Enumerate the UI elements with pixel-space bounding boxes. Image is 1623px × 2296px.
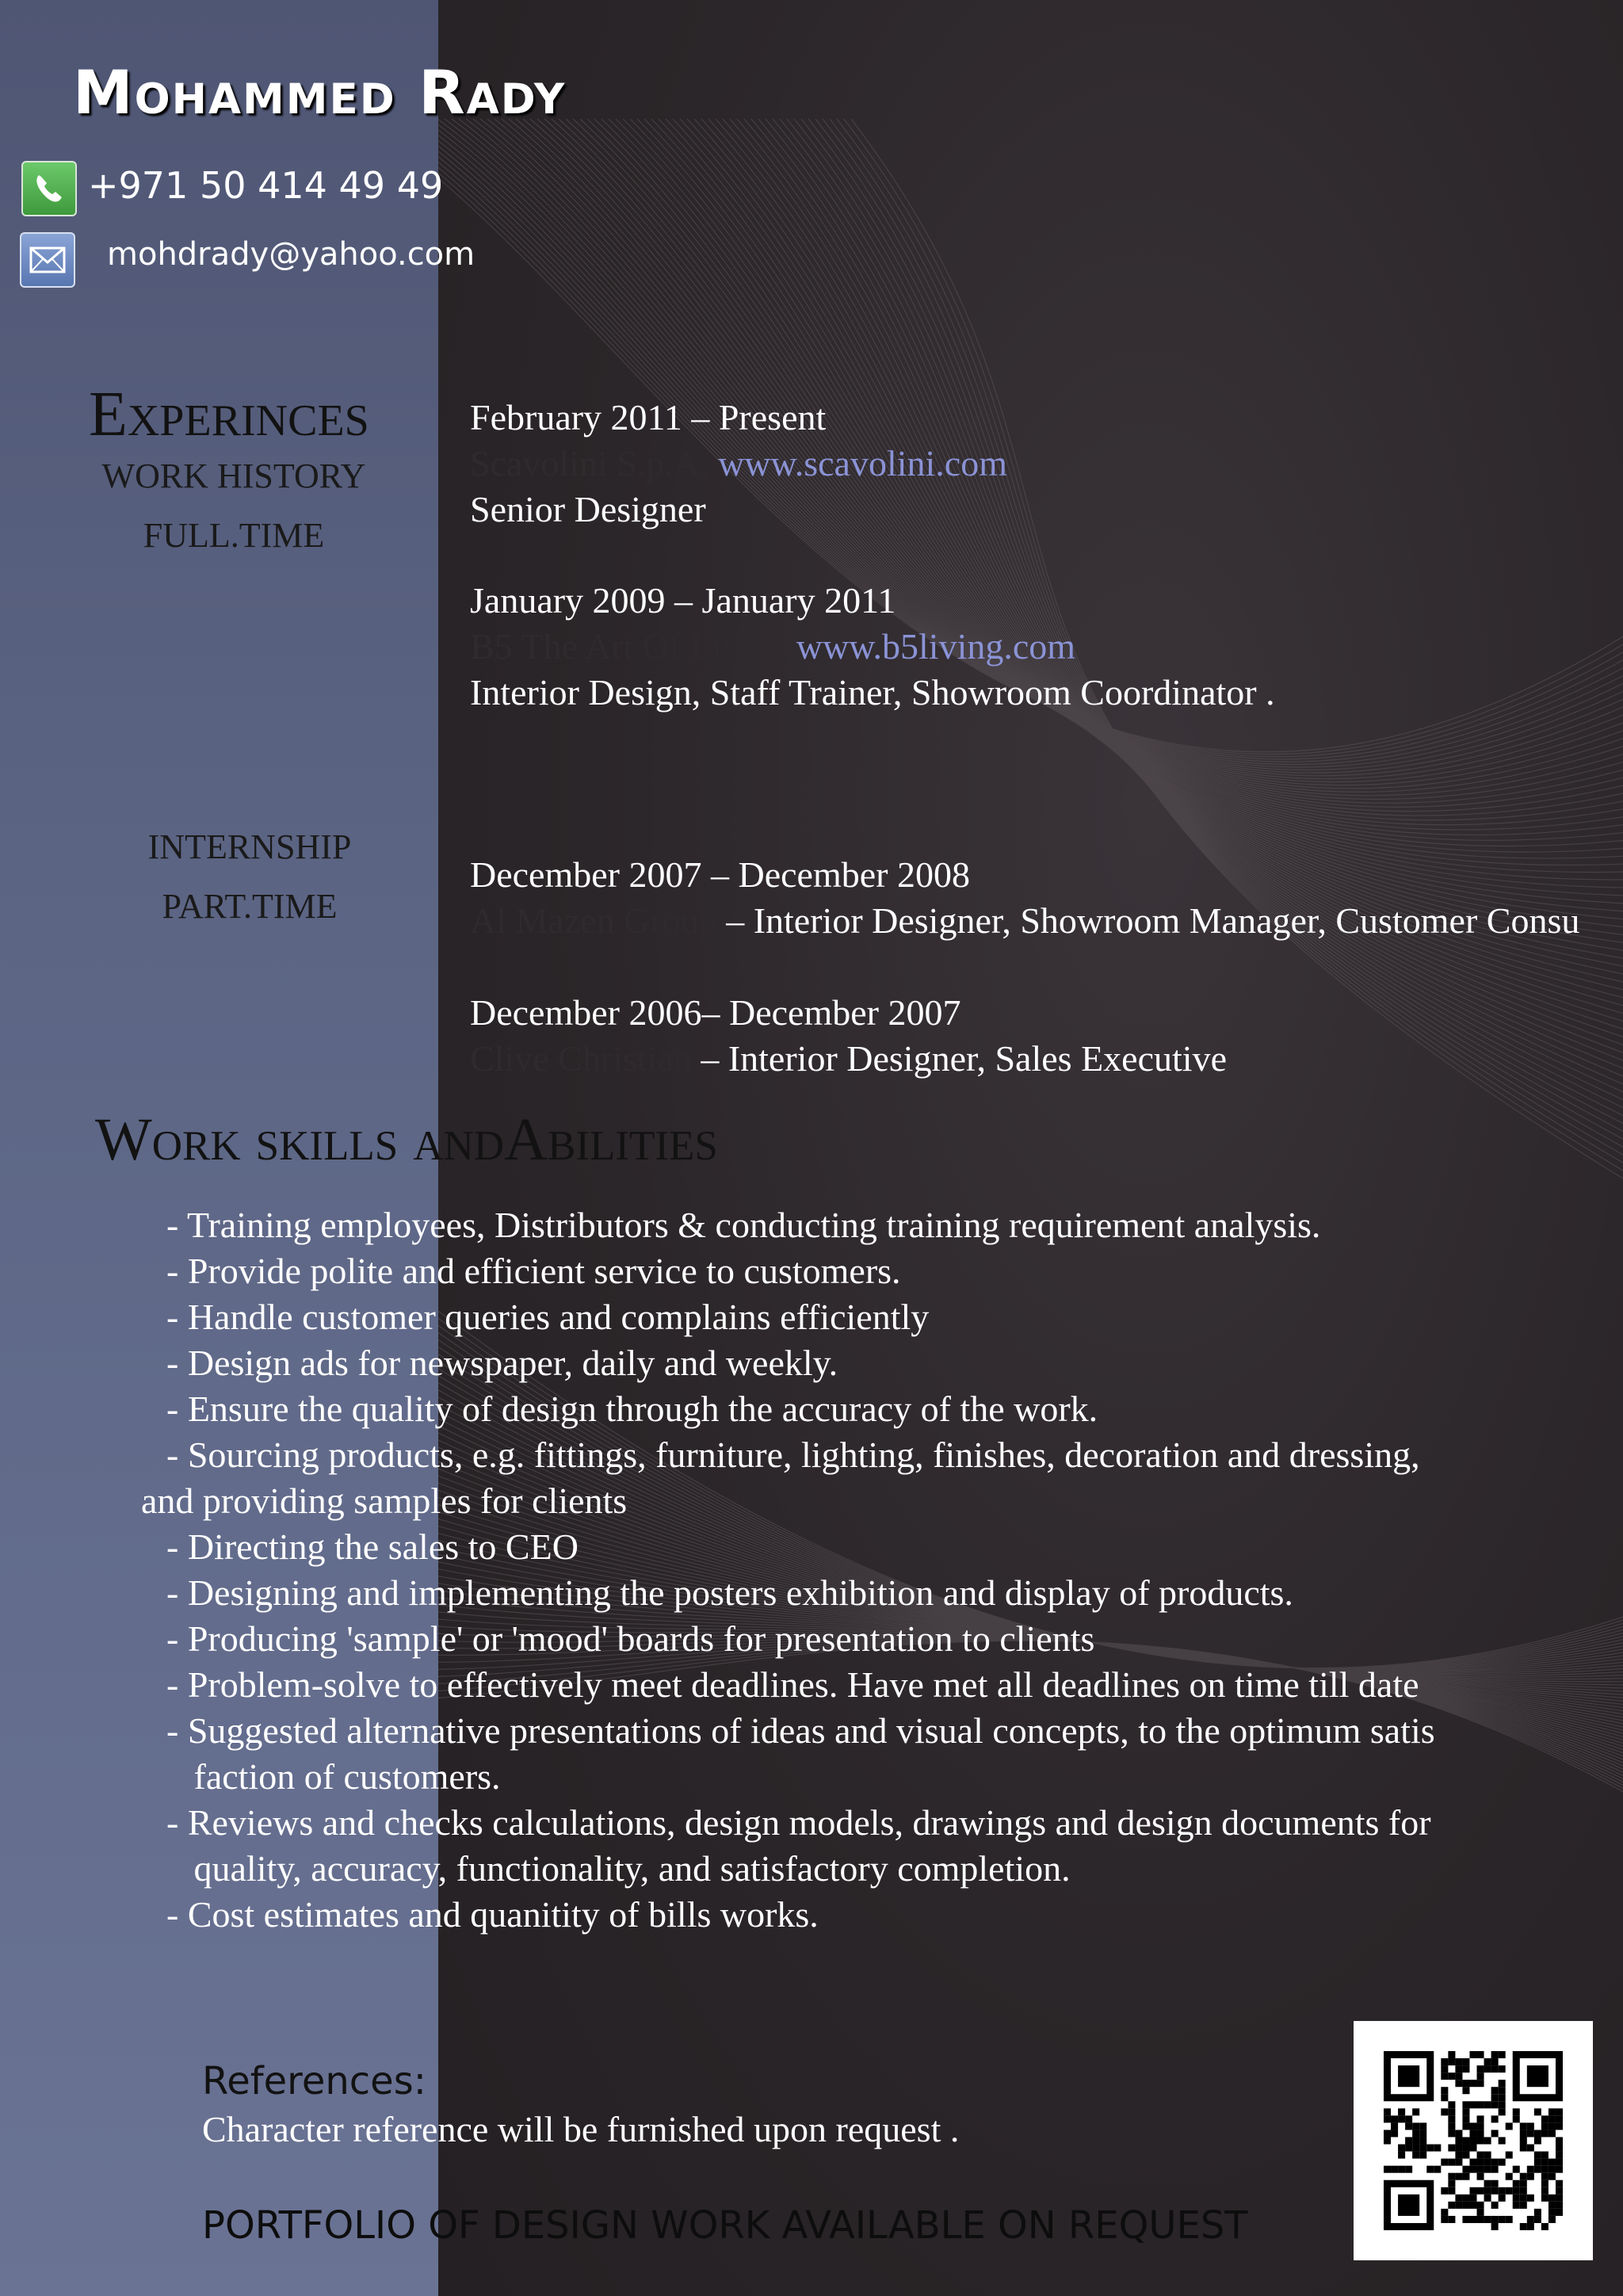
skill-item: - Sourcing products, e.g. fittings, furniture, lighting, finishes, decoration and dressing, (166, 1435, 1420, 1475)
company-link[interactable]: www.b5living.com (796, 626, 1076, 667)
skill-item: - Designing and implementing the posters exhibition and display of products. (166, 1572, 1293, 1613)
company-name: Clive Christian (470, 1038, 692, 1079)
phone-icon (21, 161, 77, 216)
references-text: Character reference will be furnished upon request . (202, 2109, 960, 2149)
entry-role: – Interior Designer, Sales Executive (691, 1038, 1227, 1079)
entry-company-line (470, 625, 1075, 667)
entry-company-line (470, 900, 1579, 942)
skill-item: - Reviews and checks calculations, design models, drawings and design documents for (166, 1802, 1431, 1843)
skill-item: - Producing 'sample' or 'mood' boards for presentation to clients (166, 1618, 1095, 1659)
work-history-label: WORK HISTORY (101, 457, 366, 495)
entry-dates: February 2011 – Present (470, 397, 827, 437)
entry-role: – Interior Designer, Showroom Manager, Customer Consu (716, 900, 1580, 941)
skill-item: - Cost estimates and quanitity of bills works. (166, 1894, 819, 1935)
skill-item: - Provide polite and efficient service to customers. (166, 1251, 901, 1291)
qr-code[interactable] (1354, 2021, 1593, 2260)
qr-code-icon (1384, 2051, 1563, 2230)
entry-dates: December 2007 – December 2008 (470, 854, 970, 895)
email-address[interactable]: mohdrady@yahoo.com (107, 236, 475, 273)
company-link[interactable]: www.scavolini.com (718, 443, 1008, 483)
skill-item: - Handle customer queries and complains efficiently (166, 1297, 930, 1337)
entry-role: Senior Designer (470, 489, 706, 529)
part-time-label: PART.TIME (162, 887, 338, 926)
skill-item: and providing samples for clients (141, 1480, 628, 1521)
skill-item: - Design ads for newspaper, daily and weekly. (166, 1343, 838, 1383)
skills-list (141, 1202, 1577, 1938)
company-name: Al Mazen Group (470, 900, 717, 941)
skill-item: quality, accuracy, functionality, and satisfactory completion. (166, 1848, 1071, 1889)
person-name: Mohammed Rady (73, 57, 567, 128)
references-heading: References: (202, 2059, 426, 2103)
entry-dates: December 2006– December 2007 (470, 992, 961, 1033)
portfolio-note: PORTFOLIO OF DESIGN WORK AVAILABLE ON REQUEST (202, 2203, 1248, 2248)
full-time-label: FULL.TIME (143, 516, 325, 555)
skills-heading: Work skills andAbilities (95, 1106, 718, 1173)
company-name: Scavolini S.p.A. (470, 443, 709, 483)
skill-item: - Suggested alternative presentations of ideas and visual concepts, to the optimum satis (166, 1710, 1435, 1751)
phone-number[interactable]: +971 50 414 49 49 (88, 164, 444, 207)
internship-label: INTERNSHIP (147, 827, 352, 866)
skill-item: - Problem-solve to effectively meet deadlines. Have met all deadlines on time till date (166, 1664, 1419, 1705)
email-icon (20, 232, 75, 288)
entry-dates: January 2009 – January 2011 (470, 580, 896, 621)
company-name: B5 The Art Of Living (470, 626, 788, 667)
skill-item: faction of customers. (166, 1756, 501, 1797)
entry-company-line (470, 1037, 1227, 1079)
skill-item: - Ensure the quality of design through the accuracy of the work. (166, 1389, 1098, 1429)
skill-item: - Training employees, Distributors & conducting training requirement analysis. (166, 1205, 1321, 1245)
entry-role: Interior Design, Staff Trainer, Showroom Coordinator . (470, 672, 1275, 712)
entry-company-line (470, 442, 1007, 484)
skill-item: - Directing the sales to CEO (166, 1526, 579, 1567)
experiences-heading: Experinces (89, 380, 369, 449)
